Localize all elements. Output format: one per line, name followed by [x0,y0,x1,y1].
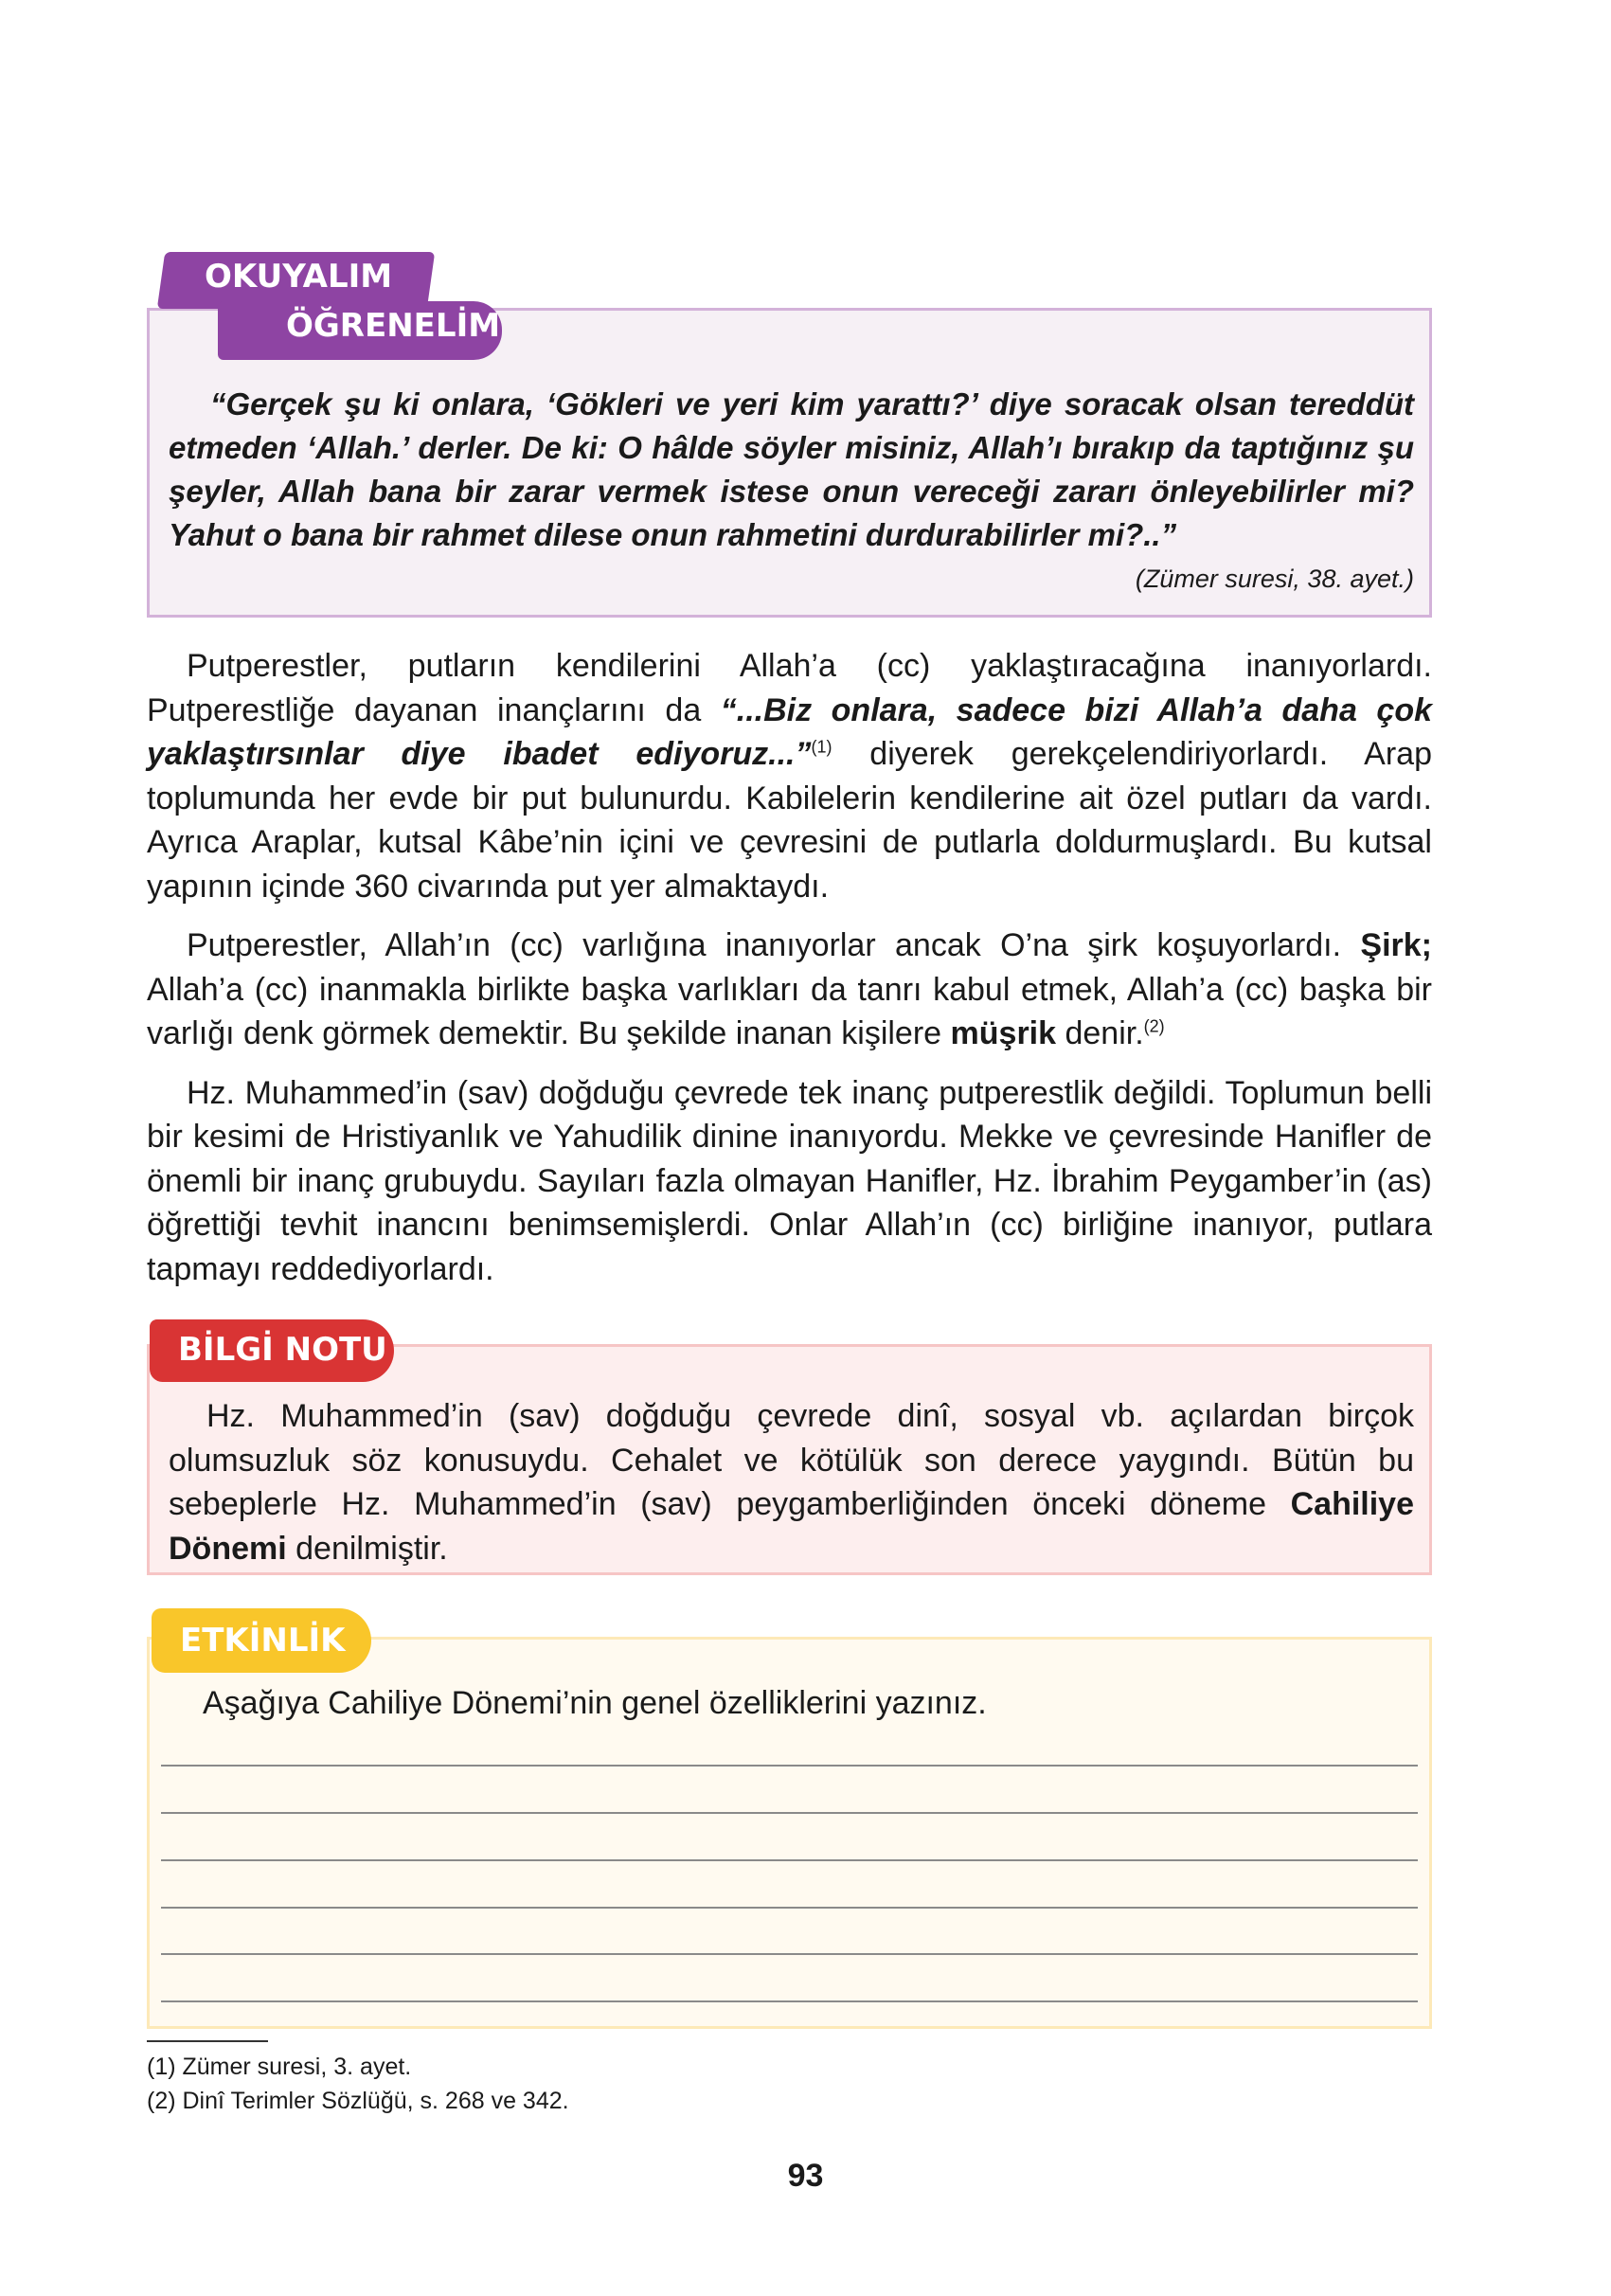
tag-line1: OKUYALIM [205,258,393,296]
answer-line[interactable] [161,1859,1418,1861]
footnote-divider [147,2040,268,2042]
bilgi-notu-text: Hz. Muhammed’in (sav) doğduğu çevrede dinî, sosyal vb. açılardan birçok olumsuzluk söz konusuydu. Cehalet ve kötülük son derece yaygındı. Bütün bu sebeplerle Hz. Muhammed’in (sav) peygamberliğinden önceki döneme Cahiliye Dönemi denilmiştir. [169,1398,1414,1567]
okuyalim-tag [152,244,507,363]
etkinlik-box [147,1637,1432,2029]
answer-line[interactable] [161,1765,1418,1767]
answer-line[interactable] [161,1953,1418,1955]
answer-line[interactable] [161,1907,1418,1909]
etkinlik-prompt: Aşağıya Cahiliye Dönemi’nin genel özelliklerini yazınız. [203,1685,987,1721]
paragraph-3: Hz. Muhammed’in (sav) doğduğu çevrede tek inanç putperestlik değildi. Toplumun belli bir kesimi de Hristiyanlık ve Yahudilik dinine inanıyordu. Mekke ve çevresinde Hanifler de önemli bir inanç grubuydu. Sayıları fazla olmayan Hanifler, Hz. İbrahim Peygamber’in (as) öğrettiği tevhit inancını benimsemişlerdi. Onlar Allah’ın (cc) birliğine inanıyor, putlara tapmayı reddediyorlardı. [147,1074,1432,1287]
paragraph-2: Putperestler, Allah’ın (cc) varlığına inanıyorlar ancak O’na şirk koşuyorlardı. Şirk; Allah’a (cc) inanmakla birlikte başka varlıkları da tanrı kabul etmek, Allah’a (cc) başka bir varlığı denk görmek demektir. Bu şekilde inanan kişilere müşrik denir.$^{(2)}$ [147,927,1432,1051]
footnote-1: (1) Zümer suresi, 3. ayet. [147,2054,412,2080]
answer-line[interactable] [161,2000,1418,2002]
quote-text: “Gerçek şu ki onlara, ‘Gökleri ve yeri kim yarattı?’ diye soracak olsan tereddüt etmeden ‘Allah.’ derler. De ki: O hâlde söyler misiniz, Allah’ı bırakıp da taptığınız şu şeyler, Allah bana bir zarar vermek istese onun vereceği zararı önleyebilirler mi? Yahut o bana bir rahmet dilese onun rahmetini durdurabilirler mi?..” [169,386,1414,552]
body-text [147,644,1432,1306]
page-number: 93 [787,2158,824,2194]
answer-line[interactable] [161,1812,1418,1814]
bilgi-notu-tag: BİLGİ NOTU [150,1319,394,1382]
etkinlik-tag: ETKİNLİK [152,1608,371,1673]
quote-source: (Zümer suresi, 38. ayet.) [1135,565,1414,593]
tag-line2: ÖĞRENELİM [286,307,501,345]
footnote-2: (2) Dinî Terimler Sözlüğü, s. 268 ve 342. [147,2088,569,2114]
paragraph-1: Putperestler, putların kendilerini Allah’a (cc) yaklaştıracağına inanıyorlardı. Putperestliğe dayanan inançlarını da “...Biz onlara, sadece bizi Allah’a daha çok yaklaştırsınlar diye ibadet ediyoruz...”$^{(1)}$ diyerek gerekçelendiriyorlardı. Arap toplumunda her evde bir put bulunurdu. Kabilelerin kendilerine ait özel putları da vardı. Ayrıca Araplar, kutsal Kâbe’nin içini ve çevresini de putlarla doldurmuşlardı. Bu kutsal yapının içinde 360 civarında put yer almaktaydı. [147,648,1432,905]
